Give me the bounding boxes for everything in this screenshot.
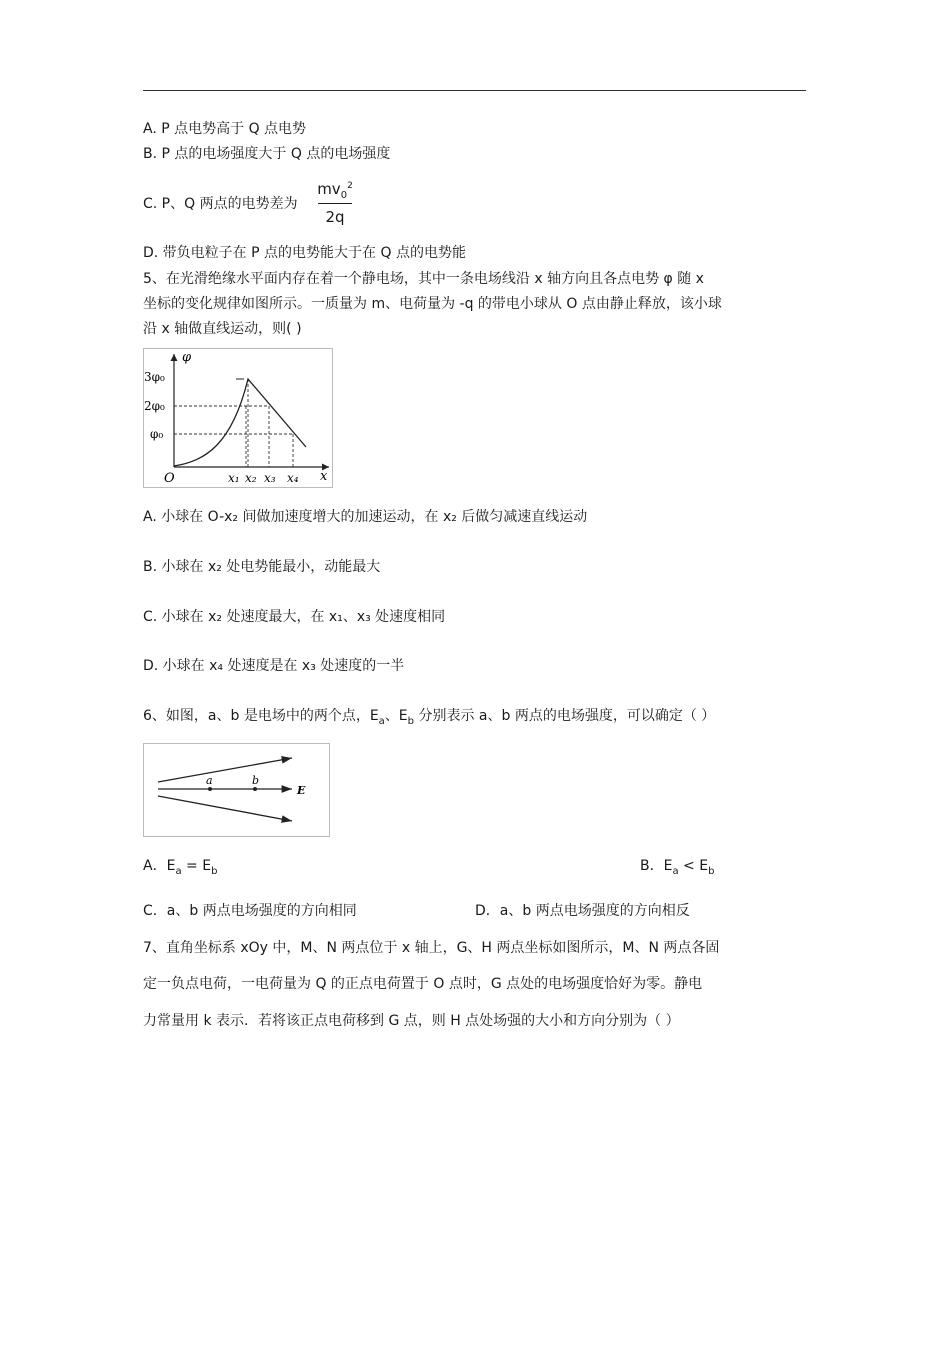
x-tick-x1: x₁ [228, 471, 240, 485]
label-e: E [297, 784, 306, 797]
q6-option-b: B．$E_a < E_b$ [640, 858, 715, 877]
potential-curve [174, 379, 306, 466]
y-tick-3phi: 3φ₀ [144, 370, 165, 384]
y-tick-phi: φ₀ [150, 427, 164, 441]
y-axis-label: φ [182, 350, 192, 365]
q5-option-b: B. 小球在 x₂ 处电势能最小，动能最大 [143, 559, 381, 575]
fraction-numerator: $mv_0^2$ [317, 180, 353, 201]
q6-option-d: D．a、b 两点电场强度的方向相反 [475, 903, 690, 919]
x-tick-x2: x₂ [245, 471, 257, 485]
label-a: a [206, 774, 213, 787]
q5-stem-line-1: 5、在光滑绝缘水平面内存在着一个静电场，其中一条电场线沿 x 轴方向且各点电势 φ 随 x [143, 271, 704, 287]
point-a [208, 787, 212, 791]
prev-option-c: C. P、Q 两点的电势差为 [143, 196, 298, 212]
fraction-denominator: 2q [325, 208, 345, 226]
q5-option-a: A. 小球在 O-x₂ 间做加速度增大的加速运动，在 x₂ 后做匀减速直线运动 [143, 509, 588, 525]
y-tick-2phi: 2φ₀ [144, 399, 165, 413]
dashed-guides [174, 379, 293, 467]
prev-option-a: A. P 点电势高于 Q 点电势 [143, 121, 307, 137]
field-line-lower [158, 796, 292, 821]
q6-option-c: C．a、b 两点电场强度的方向相同 [143, 903, 357, 919]
fraction-bar [318, 203, 352, 204]
prev-option-b: B. P 点的电场强度大于 Q 点的电场强度 [143, 146, 391, 162]
q6-option-a: A．$E_a = E_b$ [143, 858, 218, 877]
q5-option-d: D. 小球在 x₄ 处速度是在 x₃ 处速度的一半 [143, 658, 405, 674]
x-axis-label: x [320, 469, 328, 484]
q5-option-c: C. 小球在 x₂ 处速度最大，在 x₁、x₃ 处速度相同 [143, 609, 446, 625]
q7-stem-line-2: 定一负点电荷，一电荷量为 Q 的正点电荷置于 O 点时，G 点处的电场强度恰好为零。静电 [143, 976, 703, 992]
field-line-upper [158, 758, 292, 782]
header-rule [143, 90, 806, 91]
q5-stem-line-3: 沿 x 轴做直线运动，则( ) [143, 321, 302, 337]
potential-graph [143, 348, 333, 488]
q5-stem-line-2: 坐标的变化规律如图所示。一质量为 m、电荷量为 -q 的带电小球从 O 点由静止释放，该小球 [143, 296, 722, 312]
x-tick-x4: x₄ [287, 471, 299, 485]
field-lines-figure [143, 743, 330, 837]
origin-label: O [164, 471, 175, 486]
q6-stem: 6、如图，a、b 是电场中的两个点，$E_a$、$E_b$ 分别表示 a、b 两点的电场强度，可以确定（ ） [143, 708, 716, 727]
q7-stem-line-3: 力常量用 k 表示．若将该正点电荷移到 G 点，则 H 点处场强的大小和方向分别为（ ） [143, 1013, 680, 1029]
point-b [253, 787, 257, 791]
prev-option-d: D. 带负电粒子在 P 点的电势能大于在 Q 点的电势能 [143, 245, 466, 261]
label-b: b [252, 774, 260, 787]
q7-stem-line-1: 7、直角坐标系 xOy 中，M、N 两点位于 x 轴上，G、H 两点坐标如图所示，M、N 两点各固 [143, 940, 720, 956]
x-tick-x3: x₃ [264, 471, 276, 485]
